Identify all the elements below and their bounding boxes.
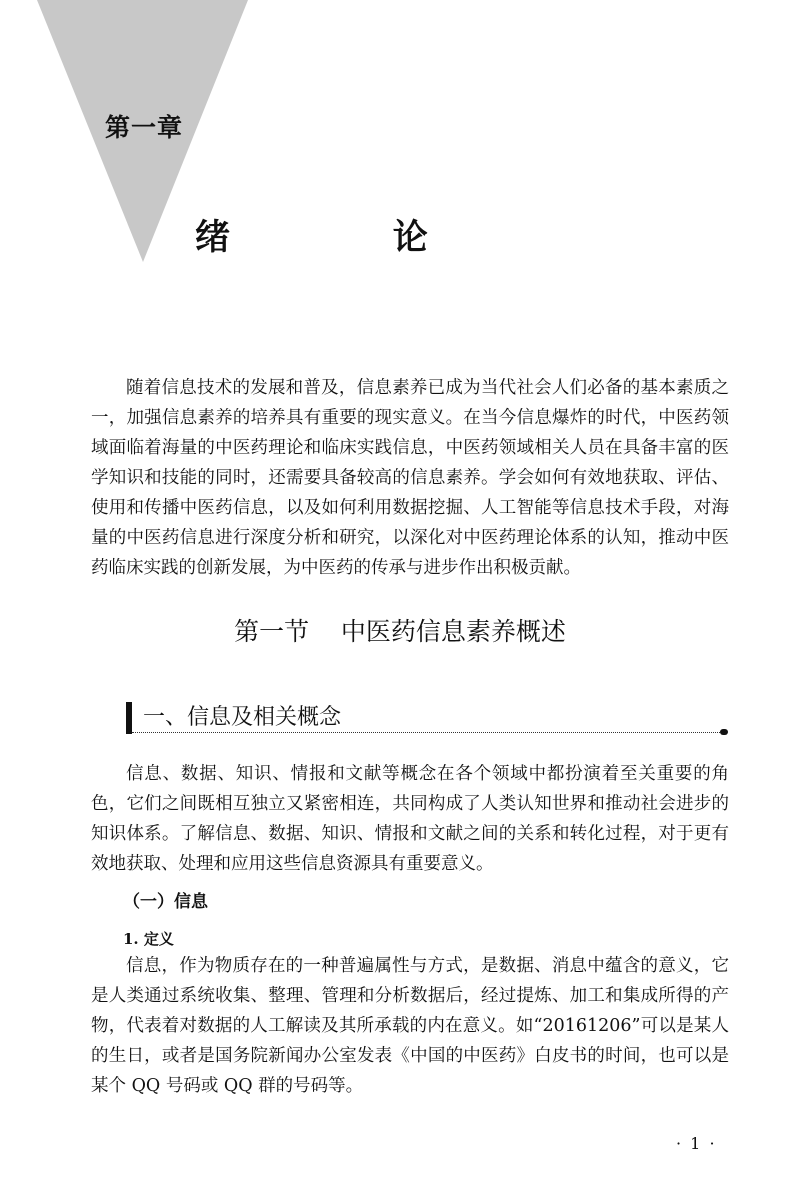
page-number: · 1 ·: [676, 1134, 717, 1153]
subsection-title: 一、信息及相关概念: [143, 705, 342, 730]
heading-bar: [126, 702, 132, 734]
heading-rule-end-mark: [720, 729, 728, 735]
heading-dotted-rule: [132, 732, 720, 733]
chapter-label: 第一章: [105, 113, 184, 142]
subsection-heading: [126, 700, 728, 736]
definition-paragraph: 信息，作为物质存在的一种普遍属性与方式，是数据、消息中蕴含的意义，它是人类通过系统收集、整理、管理和分析数据后，经过提炼、加工和集成所得的产物，代表着对数据的人工解读及其所承载的内在意义。如“20161206”可以是某人的生日，或者是国务院新闻办公室发表《中国的中医药》白皮书的时间，也可以是某个 QQ 号码或 QQ 群的号码等。: [91, 956, 729, 1096]
intro-paragraph: 随着信息技术的发展和普及，信息素养已成为当代社会人们必备的基本素质之一，加强信息素养的培养具有重要的现实意义。在当今信息爆炸的时代，中医药领域面临着海量的中医药理论和临床实践信息，中医药领域相关人员在具备丰富的医学知识和技能的同时，还需要具备较高的信息素养。学会如何有效地获取、评估、使用和传播中医药信息，以及如何利用数据挖掘、人工智能等信息技术手段，对海量的中医药信息进行深度分析和研究，以深化对中医药理论体系的认知，推动中医药临床实践的创新发展，为中医药的传承与进步作出积极贡献。: [91, 378, 729, 578]
concepts-paragraph: 信息、数据、知识、情报和文献等概念在各个领域中都扮演着至关重要的角色，它们之间既相互独立又紧密相连，共同构成了人类认知世界和推动社会进步的知识体系。了解信息、数据、知识、情报和文献之间的关系和转化过程，对于更有效地获取、处理和应用这些信息资源具有重要意义。: [91, 764, 729, 874]
information-heading: （一）信息: [123, 892, 208, 912]
section-title: 第一节 中医药信息素养概述: [234, 617, 566, 646]
definition-heading: 1. 定义: [123, 930, 174, 948]
chapter-title: 绪 论: [195, 217, 430, 258]
